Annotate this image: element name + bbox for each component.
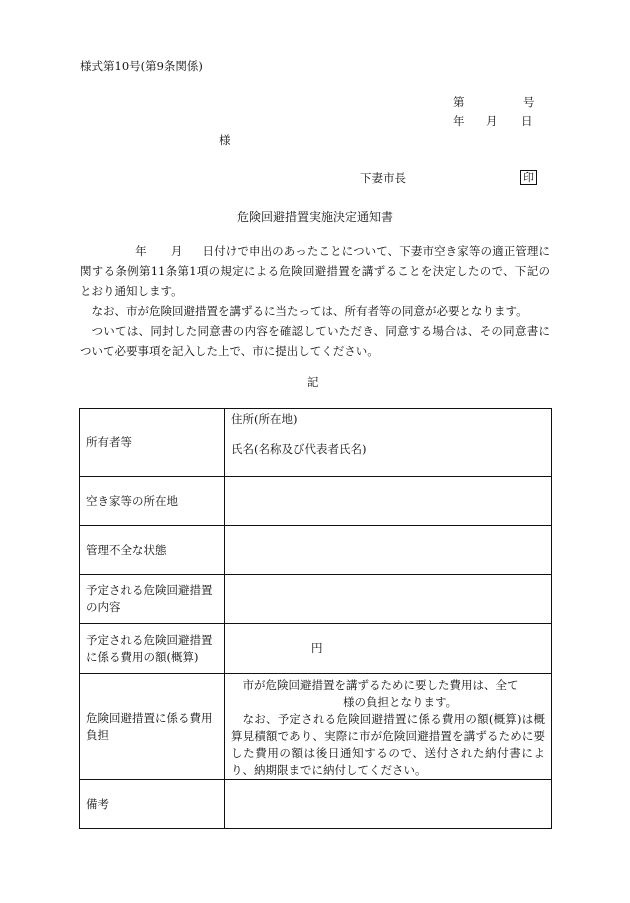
burden-line-2: 様の負担となります。 [343,695,458,709]
condition-value[interactable] [225,526,552,575]
burden-line-1: 市が危険回避措置を講ずるために要した費用は、全て [242,678,519,692]
body-year: 年 [135,244,147,258]
owner-address-label: 住所(所在地) [231,412,298,426]
document-title: 危険回避措置実施決定通知書 [236,210,393,224]
row-cost [80,624,552,674]
paragraph-1 [80,241,550,301]
measure-label: 予定される危険回避措置の内容 [80,575,225,624]
notice-body [80,241,550,361]
date-day: 日 [521,114,533,128]
row-measure [80,575,552,624]
paragraph-1-rest: に関する条例第11条第1項の規定による危険回避措置を講ずることを決定したので、下記のとおり通知します。 [80,244,551,298]
row-condition [80,526,552,575]
details-table [79,408,552,829]
remarks-label: 備考 [80,780,225,829]
burden-label: 危険回避措置に係る費用負担 [80,674,225,780]
document-number-prefix: 第 [453,95,465,109]
form-number: 様式第10号(第9条関係) [80,59,203,73]
date-year: 年 [453,114,465,128]
seal-mark: 印 [520,170,537,185]
owner-label: 所有者等 [80,409,225,477]
document-number-suffix: 号 [523,95,535,109]
date-month: 月 [486,114,498,128]
location-label: 空き家等の所在地 [80,477,225,526]
owner-name-label: 氏名(名称及び代表者氏名) [231,442,367,456]
row-burden [80,674,552,780]
cost-unit: 円 [311,641,323,655]
owner-value-cell [225,409,552,477]
burden-value-cell [225,674,552,780]
condition-label: 管理不全な状態 [80,526,225,575]
row-owner [80,409,552,477]
body-month: 月 [170,244,183,258]
ki-heading: 記 [307,375,319,389]
row-remarks [80,780,552,829]
paragraph-1-first-line: 日付けで申出のあったことについて、下妻市空き家等の適正管理 [202,244,539,258]
remarks-value[interactable] [225,780,552,829]
addressee-suffix: 様 [219,133,231,147]
paragraph-2: なお、市が危険回避措置を講ずるに当たっては、所有者等の同意が必要となります。 [91,304,528,318]
paragraph-3: ついては、同封した同意書の内容を確認していただき、同意する場合は、その同意書について必要事項を記入した上で、市に提出してください。 [80,324,550,358]
burden-line-3: なお、予定される危険回避措置に係る費用の額(概算)は概算見積額であり、実際に市が危険回避措置を講ずるために要した費用の額は後日通知するので、送付された納付書により、納期限までに納付してください。 [231,712,545,777]
issuer-name: 下妻市長 [360,171,406,185]
row-location [80,477,552,526]
cost-value-cell[interactable] [225,624,552,674]
cost-label: 予定される危険回避措置に係る費用の額(概算) [80,624,225,674]
location-value[interactable] [225,477,552,526]
measure-value[interactable] [225,575,552,624]
